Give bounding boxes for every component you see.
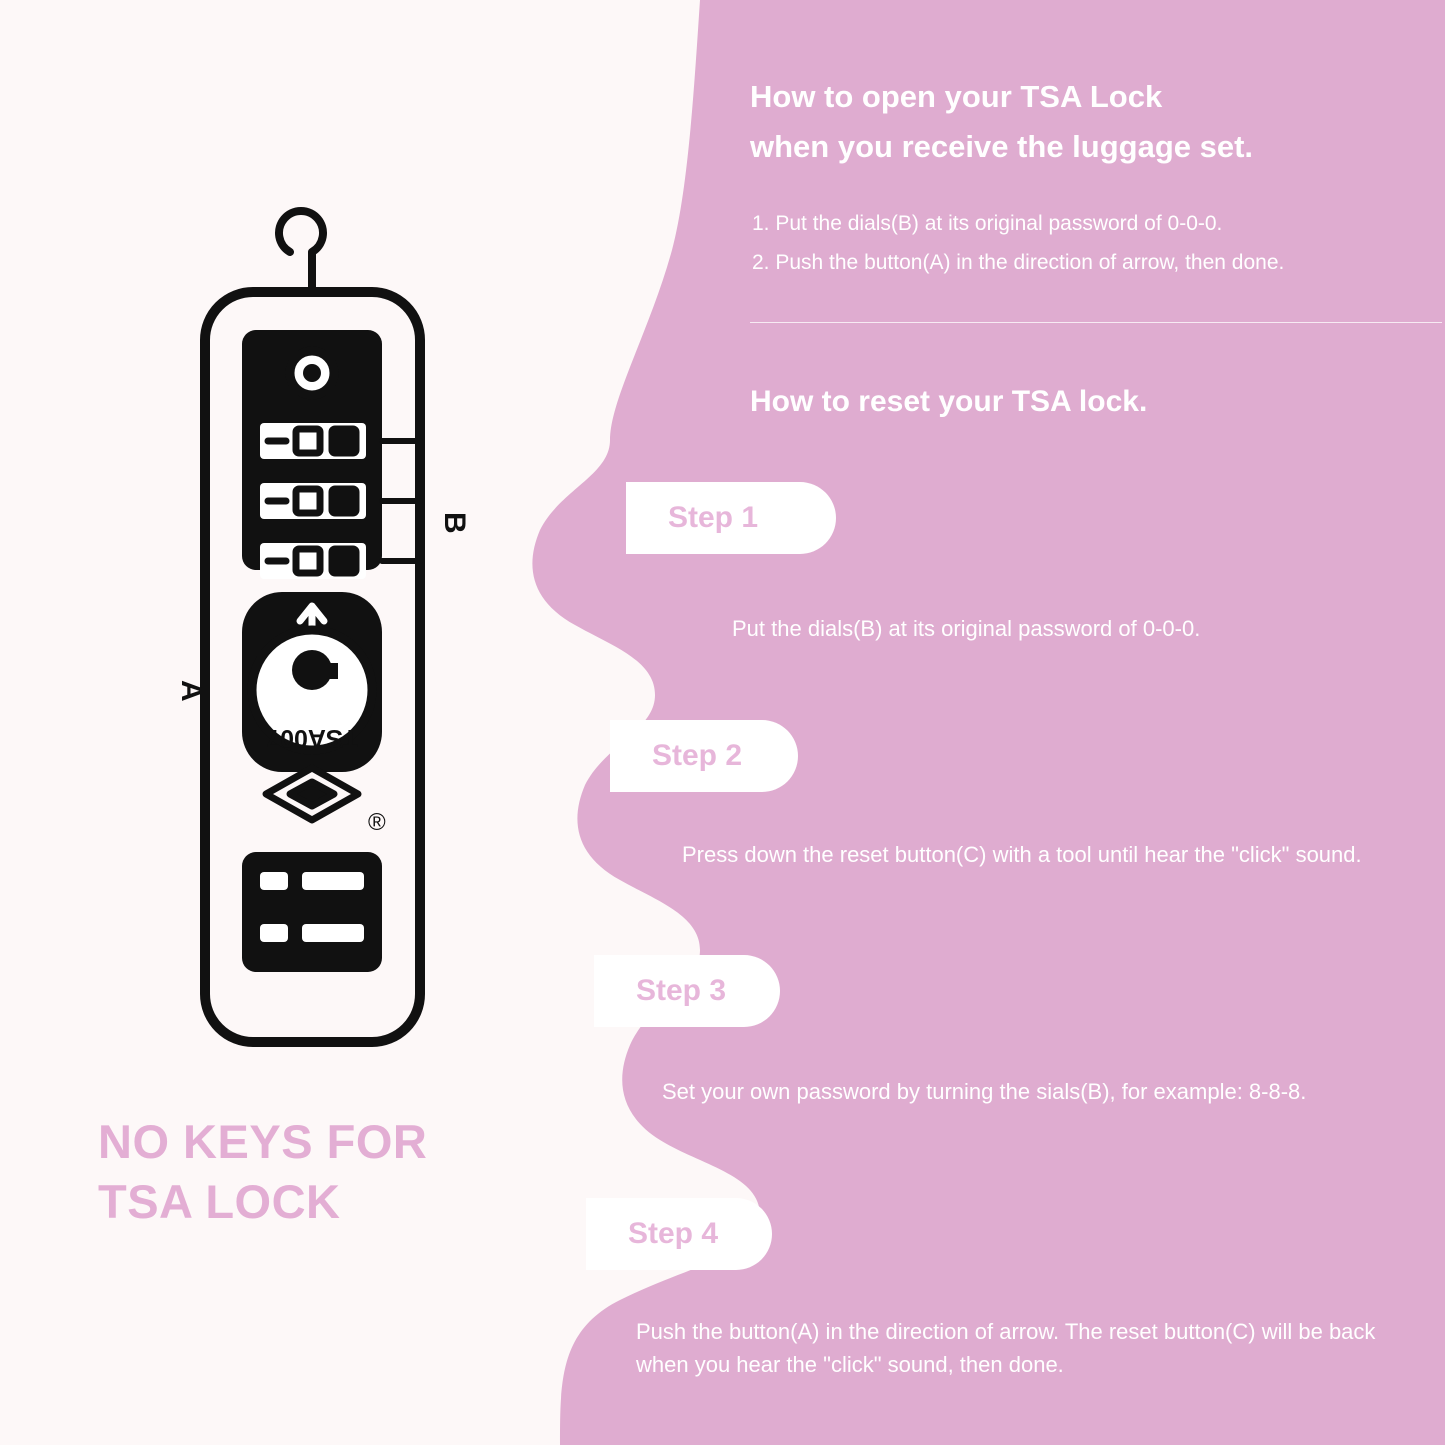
- step-text-3: Set your own password by turning the sials(B), for example: 8-8-8.: [662, 1079, 1307, 1104]
- step-label-3: Step 3: [636, 974, 727, 1007]
- step-text-4: Push the button(A) in the direction of arrow. The reset button(C) will be back when you hear the "click" sound, then done.: [636, 1319, 1376, 1377]
- step-text-1: Put the dials(B) at its original password of 0-0-0.: [732, 616, 1201, 641]
- intro-step-1: 1. Put the dials(B) at its original password of 0-0-0.: [752, 212, 1223, 235]
- panel-title-line1: How to open your TSA Lock: [750, 79, 1163, 114]
- label-a: A: [175, 680, 208, 702]
- instructions-panel: [628, 0, 1445, 1445]
- step-pill-4: [586, 1198, 772, 1270]
- step-label-2: Step 2: [652, 739, 743, 772]
- step-label-4: Step 4: [628, 1217, 719, 1250]
- panel-title: [750, 72, 1445, 171]
- intro-step-2: 2. Push the button(A) in the direction of arrow, then done.: [752, 250, 1285, 274]
- lock-brand-text: TSA007: [266, 724, 358, 752]
- step-text-2: Press down the reset button(C) with a tool until hear the "click" sound.: [682, 842, 1362, 867]
- step-pill-3: [594, 955, 780, 1027]
- step-pill-1: [626, 482, 836, 554]
- intro-list: [752, 205, 1445, 283]
- reset-section-title: How to reset your TSA lock.: [750, 385, 1148, 418]
- section-divider: [750, 322, 1442, 323]
- panel-title-line2: when you receive the luggage set.: [750, 128, 1254, 164]
- label-b: B: [438, 512, 471, 534]
- no-keys-headline: NO KEYS FOR TSA LOCK: [98, 1115, 428, 1229]
- step-label-1: Step 1: [668, 501, 759, 534]
- tsa-lock-illustration: [120, 180, 540, 1060]
- registered-mark: ®: [368, 809, 386, 836]
- step-pill-2: [610, 720, 798, 792]
